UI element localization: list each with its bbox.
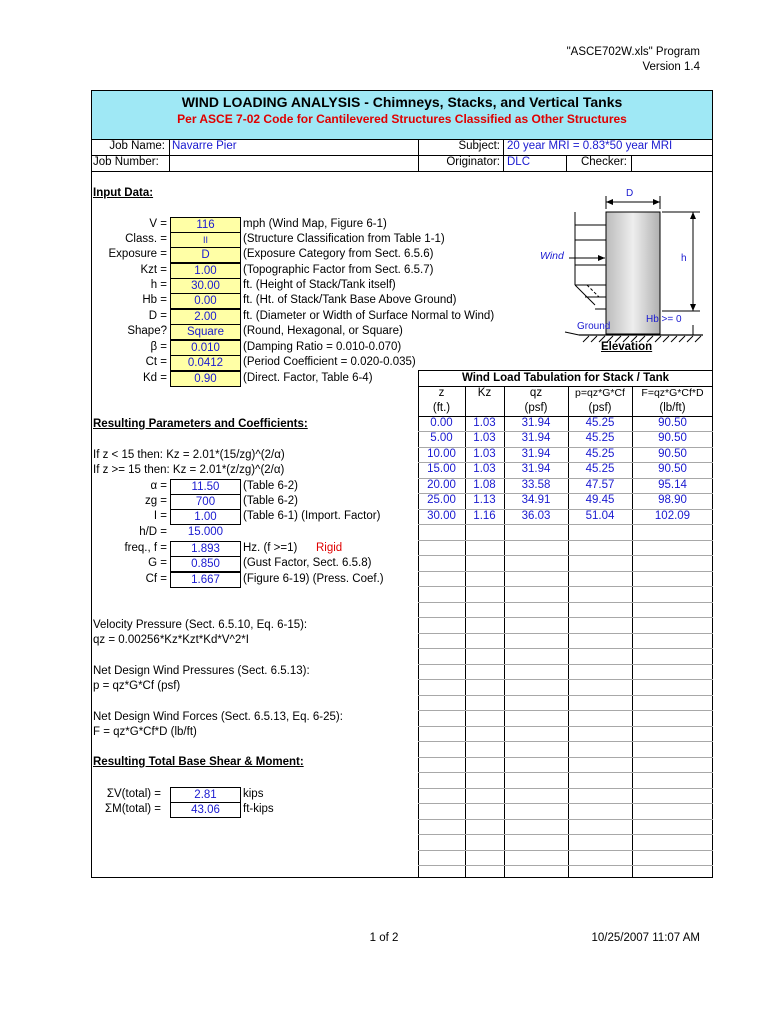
- input-beta[interactable]: 0.010: [170, 340, 241, 356]
- input-label: D =: [148, 310, 167, 322]
- job-name-field[interactable]: Navarre Pier: [172, 140, 237, 152]
- cell-f: 98.90: [658, 494, 687, 506]
- force-title: Net Design Wind Forces (Sect. 6.5.13, Eq. 6-25):: [93, 711, 343, 723]
- input-kd[interactable]: 0.90: [170, 371, 241, 387]
- total-v-value: 2.81: [170, 787, 241, 803]
- param-label: Cf =: [145, 573, 167, 585]
- cell-qz: 33.58: [521, 479, 551, 491]
- column-unit: (ft.): [432, 402, 451, 414]
- input-kzt[interactable]: 1.00: [170, 263, 241, 279]
- param-desc: (Table 6-2): [243, 480, 298, 492]
- cell-kz: 1.08: [473, 479, 496, 491]
- cell-p: 45.25: [585, 463, 615, 475]
- input-desc: (Exposure Category from Sect. 6.5.6): [243, 248, 434, 260]
- input-label: h =: [150, 279, 167, 291]
- job-name-label: Job Name:: [109, 140, 165, 152]
- kz-equation-2: If z >= 15 then: Kz = 2.01*(z/zg)^(2/α): [93, 464, 285, 476]
- input-class[interactable]: II: [170, 232, 241, 248]
- column-header: z: [438, 387, 445, 399]
- param-frequency: 1.893: [170, 541, 241, 557]
- input-label: Shape?: [127, 325, 167, 337]
- print-datetime: 10/25/2007 11:07 AM: [591, 932, 700, 944]
- cell-kz: 1.03: [473, 432, 496, 444]
- cell-z: 25.00: [427, 494, 456, 506]
- input-v[interactable]: 116: [170, 217, 241, 233]
- job-number-label: Job Number:: [93, 156, 159, 168]
- cell-p: 47.57: [585, 479, 615, 491]
- results-heading: Resulting Parameters and Coefficients:: [93, 418, 308, 430]
- cell-z: 10.00: [427, 448, 456, 460]
- input-shape[interactable]: Square: [170, 324, 241, 340]
- input-label: Exposure =: [108, 248, 167, 260]
- input-label: Kzt =: [140, 264, 167, 276]
- checker-label: Checker:: [580, 156, 627, 168]
- input-hb[interactable]: 0.00: [170, 293, 241, 309]
- input-desc: ft. (Ht. of Stack/Tank Base Above Ground): [243, 294, 457, 306]
- pressure-title: Net Design Wind Pressures (Sect. 6.5.13):: [93, 665, 310, 677]
- program-name: "ASCE702W.xls" Program: [566, 46, 700, 58]
- cell-f: 90.50: [658, 463, 687, 475]
- param-label: I =: [153, 510, 167, 522]
- input-desc: (Period Coefficient = 0.020-0.035): [243, 356, 416, 368]
- param-desc: (Table 6-2): [243, 495, 298, 507]
- input-desc: ft. (Height of Stack/Tank itself): [243, 279, 396, 291]
- input-desc: mph (Wind Map, Figure 6-1): [243, 218, 387, 230]
- cell-p: 51.04: [585, 510, 615, 522]
- param-label: h/D =: [139, 526, 167, 538]
- param-importance: 1.00: [170, 509, 241, 525]
- originator-field[interactable]: DLC: [507, 156, 531, 168]
- cell-qz: 36.03: [521, 510, 551, 522]
- cell-qz: 31.94: [521, 432, 551, 444]
- cell-f: 90.50: [658, 432, 687, 444]
- total-v-unit: kips: [243, 788, 264, 800]
- diagram-elevation-label: Elevation: [601, 341, 653, 353]
- cell-kz: 1.16: [473, 510, 496, 522]
- total-m-unit: ft-kips: [243, 803, 274, 815]
- param-g: 0.850: [170, 556, 241, 572]
- cell-f: 90.50: [658, 448, 687, 460]
- title-band: [92, 91, 712, 140]
- column-header: qz: [529, 387, 543, 399]
- input-desc: (Damping Ratio = 0.010-0.070): [243, 341, 402, 353]
- input-desc: (Round, Hexagonal, or Square): [243, 325, 403, 337]
- cell-p: 45.25: [585, 432, 615, 444]
- param-h-over-d: 15.000: [187, 526, 224, 538]
- column-header: F=qz*G*Cf*D: [641, 387, 704, 399]
- stack-elevation-drawing: [535, 185, 710, 360]
- cell-qz: 34.91: [521, 494, 551, 506]
- cell-f: 102.09: [654, 510, 691, 522]
- velocity-title: Velocity Pressure (Sect. 6.5.10, Eq. 6-15):: [93, 619, 308, 631]
- program-version: Version 1.4: [642, 61, 700, 73]
- velocity-equation: qz = 0.00256*Kz*Kzt*Kd*V^2*I: [93, 634, 249, 646]
- diagram-hb-label: Hb >= 0: [646, 314, 682, 325]
- cell-p: 49.45: [585, 494, 615, 506]
- rigid-status: Rigid: [316, 542, 343, 554]
- force-equation: F = qz*G*Cf*D (lb/ft): [93, 726, 197, 738]
- input-d[interactable]: 2.00: [170, 309, 241, 325]
- column-unit: (lb/ft): [659, 402, 686, 414]
- cell-f: 95.14: [658, 479, 687, 491]
- param-label: α =: [150, 480, 167, 492]
- diagram-d-label: D: [626, 188, 634, 199]
- cell-z: 30.00: [427, 510, 456, 522]
- column-header: Kz: [477, 387, 492, 399]
- cell-qz: 31.94: [521, 448, 551, 460]
- input-desc: (Topographic Factor from Sect. 6.5.7): [243, 264, 434, 276]
- total-v-label: ΣV(total) =: [106, 788, 161, 800]
- input-label: Ct =: [145, 356, 167, 368]
- cell-z: 5.00: [430, 432, 453, 444]
- totals-heading: Resulting Total Base Shear & Moment:: [93, 756, 304, 768]
- cell-p: 45.25: [585, 417, 615, 429]
- input-exposure[interactable]: D: [170, 247, 241, 263]
- param-desc: (Gust Factor, Sect. 6.5.8): [243, 557, 372, 569]
- subject-field[interactable]: 20 year MRI = 0.83*50 year MRI: [507, 140, 673, 152]
- total-m-label: ΣM(total) =: [105, 803, 161, 815]
- column-unit: (psf): [524, 402, 548, 414]
- pressure-equation: p = qz*G*Cf (psf): [93, 680, 181, 692]
- cell-kz: 1.13: [473, 494, 496, 506]
- subject-label: Subject:: [458, 140, 500, 152]
- cell-p: 45.25: [585, 448, 615, 460]
- total-m-value: 43.06: [170, 802, 241, 818]
- input-label: Class. =: [125, 233, 167, 245]
- input-ct[interactable]: 0.0412: [170, 355, 241, 371]
- param-label: G =: [148, 557, 167, 569]
- column-unit: (psf): [588, 402, 612, 414]
- cell-z: 15.00: [427, 463, 456, 475]
- input-desc: ft. (Diameter or Width of Surface Normal to Wind): [243, 310, 495, 322]
- cell-f: 90.50: [658, 417, 687, 429]
- param-zg: 700: [170, 494, 241, 510]
- cell-z: 20.00: [427, 479, 456, 491]
- cell-kz: 1.03: [473, 448, 496, 460]
- cell-z: 0.00: [430, 417, 453, 429]
- sheet-title: WIND LOADING ANALYSIS - Chimneys, Stacks, and Vertical Tanks: [181, 94, 623, 110]
- diagram-wind-label: Wind: [540, 250, 564, 262]
- input-label: V =: [149, 218, 167, 230]
- input-label: Hb =: [142, 294, 167, 306]
- cell-kz: 1.03: [473, 463, 496, 475]
- kz-equation-1: If z < 15 then: Kz = 2.01*(15/zg)^(2/α): [93, 449, 285, 461]
- param-desc: (Table 6-1) (Import. Factor): [243, 510, 381, 522]
- input-desc: (Structure Classification from Table 1-1): [243, 233, 445, 245]
- param-label: zg =: [144, 495, 167, 507]
- column-header: p=qz*G*Cf: [575, 387, 625, 399]
- param-desc: Hz. (f >=1): [243, 542, 298, 554]
- param-alpha: 11.50: [170, 479, 241, 495]
- originator-label: Originator:: [446, 156, 500, 168]
- param-cf: 1.667: [170, 572, 241, 588]
- param-label: freq., f =: [124, 542, 167, 554]
- input-label: Kd =: [143, 372, 167, 384]
- page-number: 1 of 2: [369, 932, 399, 944]
- diagram-ground-label: Ground: [577, 321, 611, 332]
- cell-qz: 31.94: [521, 417, 551, 429]
- param-desc: (Figure 6-19) (Press. Coef.): [243, 573, 384, 585]
- input-h[interactable]: 30.00: [170, 278, 241, 294]
- table-title: Wind Load Tabulation for Stack / Tank: [461, 372, 670, 384]
- cell-kz: 1.03: [473, 417, 496, 429]
- diagram-h-label: h: [681, 253, 687, 264]
- input-data-heading: Input Data:: [93, 187, 154, 199]
- input-desc: (Direct. Factor, Table 6-4): [243, 372, 373, 384]
- input-label: β =: [150, 341, 167, 353]
- cell-qz: 31.94: [521, 463, 551, 475]
- sheet-subtitle: Per ASCE 7-02 Code for Cantilevered Structures Classified as Other Structures: [177, 112, 627, 126]
